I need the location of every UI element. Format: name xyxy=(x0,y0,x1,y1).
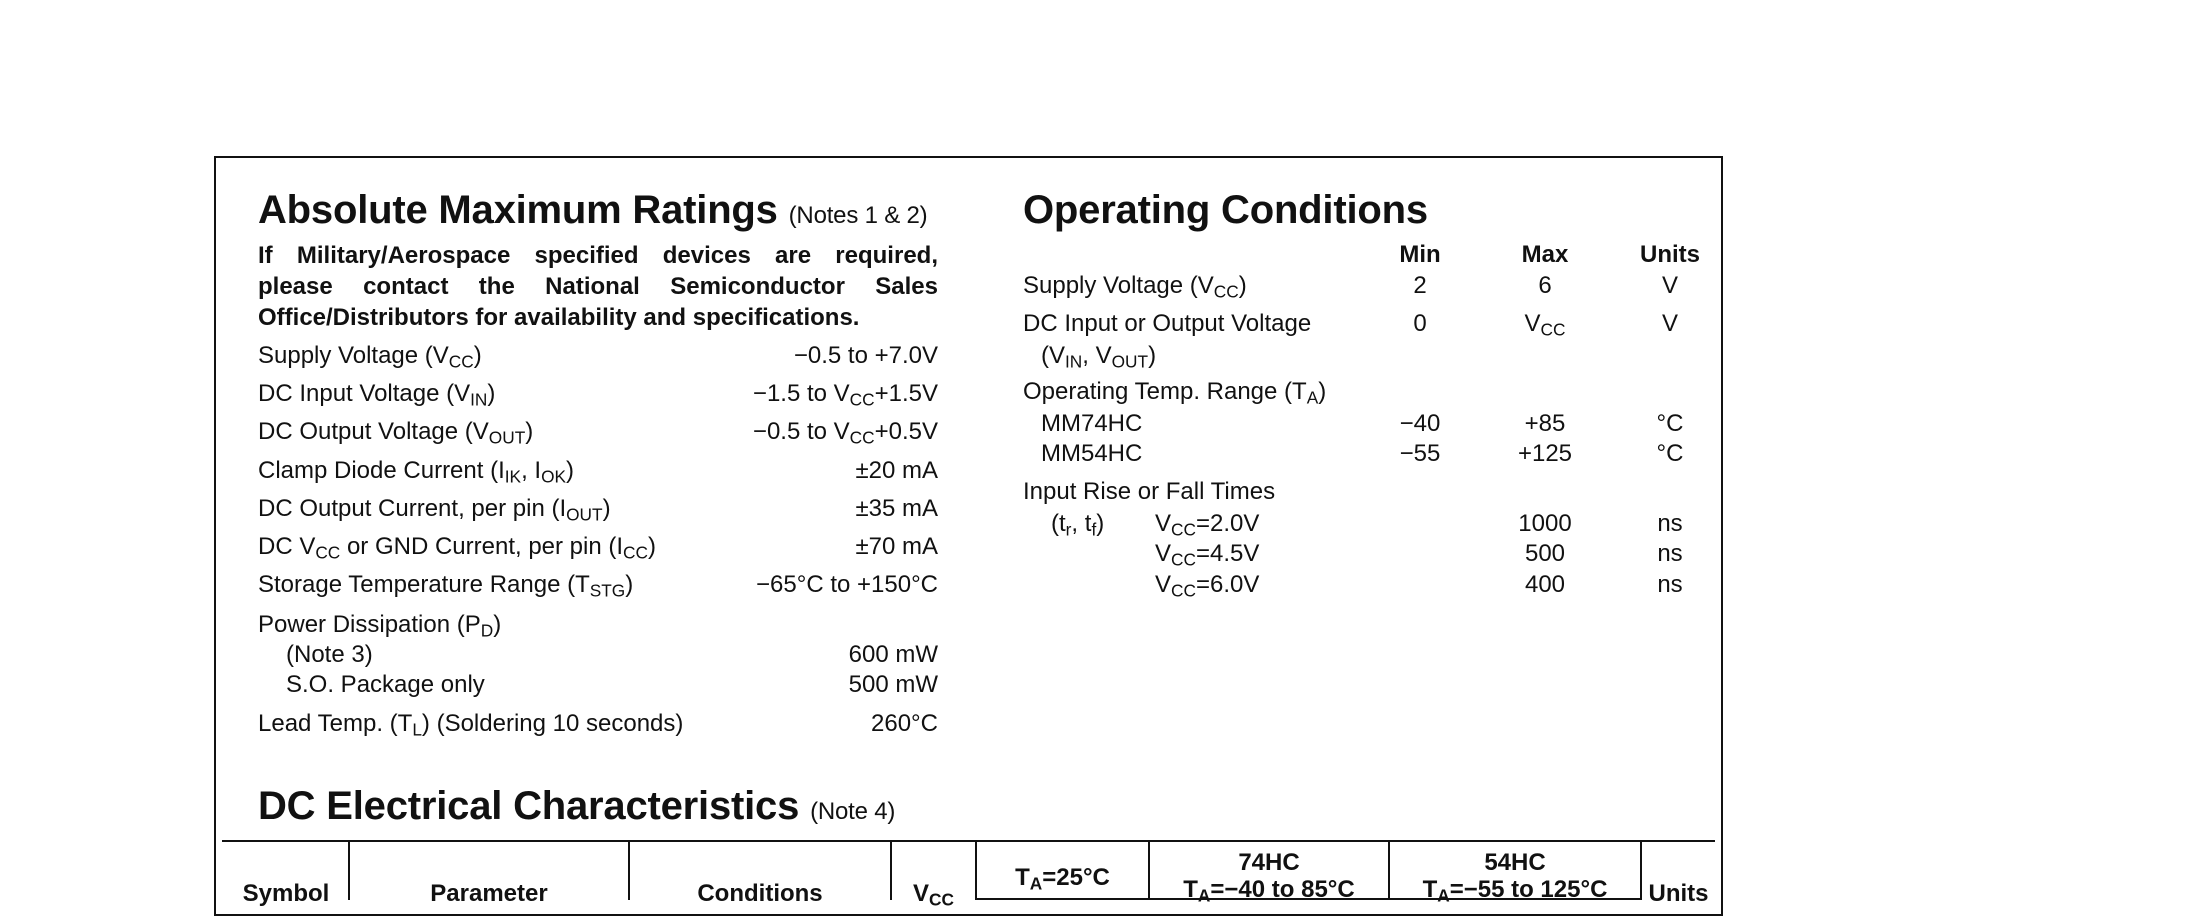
abs-value-output-current: ±35 mA xyxy=(855,495,938,522)
dc-head-54hc: 54HC xyxy=(1484,849,1546,876)
dc-elec-title: DC Electrical Characteristics (Note 4) xyxy=(258,784,896,828)
dc-head-units: Units xyxy=(1648,880,1709,907)
op-row-dc-io-sub: ($V_{IN}$, $V_{OUT}$) xyxy=(1041,342,1157,372)
op-temp-min-54: −55 xyxy=(1399,440,1441,467)
abs-value-storage: −65°C to +150°C xyxy=(756,571,938,598)
op-rise-max-2: 500 xyxy=(1524,540,1566,567)
abs-row-dc-output: DC Output Voltage $(V_{OUT})$ xyxy=(258,418,534,448)
abs-value-so-package: 500 mW xyxy=(848,671,938,698)
op-row-supply: Supply Voltage $(V_{CC})$ xyxy=(1023,272,1247,302)
dc-head-symbol: Symbol xyxy=(242,880,330,907)
abs-max-title: Absolute Maximum Ratings (Notes 1 & 2) xyxy=(258,188,928,232)
military-line-3: Office/Distributors for availability and specifications. xyxy=(258,304,860,331)
abs-row-note3: (Note 3) xyxy=(286,641,373,668)
op-head-min: Min xyxy=(1399,241,1441,268)
dc-head-ta25: $T_A=25^\circ C$ xyxy=(1015,864,1110,894)
abs-row-output-current: DC Output Current, per pin $(I_{OUT})$ xyxy=(258,495,611,525)
op-head-units: Units xyxy=(1640,241,1700,268)
op-temp-max-74: +85 xyxy=(1524,410,1566,437)
op-dc-io-max: $V_{CC}$ xyxy=(1524,310,1566,340)
op-temp-units-74: °C xyxy=(1656,410,1684,437)
abs-row-clamp: Clamp Diode Current ($I_{IK}$, $I_{OK}$) xyxy=(258,457,575,487)
op-cond-title: Operating Conditions xyxy=(1023,188,1428,232)
dc-head-54hc-range: $T_A=-55$ to 125°C xyxy=(1422,876,1608,906)
abs-value-supply: −0.5 to +7.0V xyxy=(793,342,938,369)
op-rise-trf: ($t_r$, $t_f$) xyxy=(1051,510,1105,540)
dc-head-74hc: 74HC xyxy=(1238,849,1300,876)
op-rise-cond-3: $V_{CC}=6.0V$ xyxy=(1155,571,1260,601)
dc-elec-note: (Note 4) xyxy=(810,798,896,825)
op-dc-io-units: V xyxy=(1661,310,1678,337)
abs-value-gnd-current: ±70 mA xyxy=(855,533,938,560)
op-dc-io-min: 0 xyxy=(1413,310,1427,337)
dc-head-conditions: Conditions xyxy=(697,880,823,907)
op-rise-units-2: ns xyxy=(1657,540,1683,567)
abs-row-lead-temp: Lead Temp. $(T_L)$ (Soldering 10 seconds) xyxy=(258,710,684,740)
op-row-rise: Input Rise or Fall Times xyxy=(1023,478,1276,505)
abs-row-supply: Supply Voltage $(V_{CC})$ xyxy=(258,342,482,372)
abs-row-power: Power Dissipation $(P_D)$ xyxy=(258,611,502,641)
op-rise-max-1: 1000 xyxy=(1518,510,1572,537)
abs-value-clamp: ±20 mA xyxy=(855,457,938,484)
abs-value-lead-temp: 260°C xyxy=(871,710,938,737)
dc-head-vcc: $V_{CC}$ xyxy=(913,880,954,910)
abs-row-storage: Storage Temperature Range $(T_{STG})$ xyxy=(258,571,634,601)
op-temp-max-54: +125 xyxy=(1517,440,1573,467)
op-rise-units-3: ns xyxy=(1657,571,1683,598)
op-row-dc-io: DC Input or Output Voltage xyxy=(1023,310,1312,337)
military-line-2: please contact the National Semiconductor Sales xyxy=(258,273,938,300)
abs-row-so-package: S.O. Package only xyxy=(286,671,485,698)
abs-row-gnd-current: DC $V_{CC}$ or GND Current, per pin $(I_{CC})$ xyxy=(258,533,656,563)
op-temp-units-54: °C xyxy=(1656,440,1684,467)
military-notice xyxy=(258,240,938,333)
op-row-temp: Operating Temp. Range $(T_A)$ xyxy=(1023,378,1327,408)
dc-head-74hc-range: $T_A=-40$ to 85°C xyxy=(1183,876,1355,906)
op-supply-min: 2 xyxy=(1413,272,1427,299)
op-supply-max: 6 xyxy=(1538,272,1552,299)
op-rise-max-3: 400 xyxy=(1524,571,1566,598)
abs-value-note3: 600 mW xyxy=(848,641,938,668)
dc-table-top-rule xyxy=(222,840,1715,842)
op-rise-cond-2: $V_{CC}=4.5V$ xyxy=(1155,540,1260,570)
op-temp-min-74: −40 xyxy=(1399,410,1441,437)
dc-head-parameter: Parameter xyxy=(430,880,548,907)
op-rise-units-1: ns xyxy=(1657,510,1683,537)
op-temp-name-54: MM54HC xyxy=(1041,440,1143,467)
op-temp-name-74: MM74HC xyxy=(1041,410,1143,437)
abs-row-dc-input: DC Input Voltage $(V_{IN})$ xyxy=(258,380,496,410)
op-head-max: Max xyxy=(1521,241,1569,268)
military-line-1: If Military/Aerospace specified devices are required, xyxy=(258,242,938,269)
abs-value-dc-input: −1.5 to $V_{CC}+1.5V$ xyxy=(752,380,938,410)
op-supply-units: V xyxy=(1661,272,1678,299)
op-rise-cond-1: $V_{CC}=2.0V$ xyxy=(1155,510,1260,540)
abs-value-dc-output: −0.5 to $V_{CC}+0.5V$ xyxy=(752,418,938,448)
abs-max-note: (Notes 1 & 2) xyxy=(788,202,928,229)
